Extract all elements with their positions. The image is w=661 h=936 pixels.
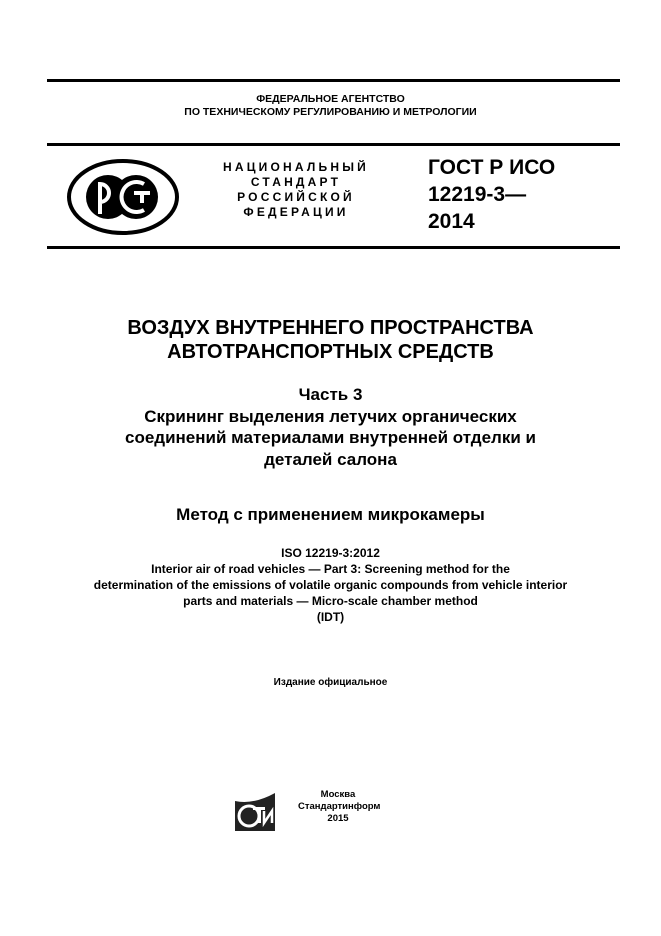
standard-number <box>428 154 555 235</box>
part-line: Часть 3 <box>298 385 363 404</box>
iso-reference <box>0 545 661 625</box>
part-line: деталей салона <box>264 449 397 469</box>
national-line: ФЕДЕРАЦИИ <box>243 205 349 219</box>
gost-line: 12219-3— <box>428 183 527 206</box>
national-line: НАЦИОНАЛЬНЫЙ <box>222 160 370 174</box>
publisher-name: Стандартинформ <box>298 801 381 812</box>
agency-line: ПО ТЕХНИЧЕСКОМУ РЕГУЛИРОВАНИЮ И МЕТРОЛОГИИ <box>184 106 477 118</box>
header-bottom-rule <box>47 246 620 249</box>
part-title <box>0 384 661 470</box>
national-standard-label <box>196 160 396 220</box>
publisher-info <box>298 789 381 825</box>
iso-line: Interior air of road vehicles — Part 3: Screening method for the <box>151 562 510 576</box>
top-rule <box>47 79 620 82</box>
title-line: ВОЗДУХ ВНУТРЕННЕГО ПРОСТРАНСТВА <box>127 317 534 339</box>
gost-line: ГОСТ Р ИСО <box>428 156 556 179</box>
gost-r-logo-icon <box>66 158 180 236</box>
iso-line: (IDT) <box>316 610 345 624</box>
header-rule <box>47 143 620 146</box>
gost-line: 2014 <box>428 210 475 233</box>
agency-line: ФЕДЕРАЛЬНОЕ АГЕНТСТВО <box>256 93 405 105</box>
document-title <box>0 316 661 364</box>
iso-line: ISO 12219-3:2012 <box>281 546 380 560</box>
part-line: Скрининг выделения летучих органических <box>144 406 517 426</box>
official-edition-label: Издание официальное <box>273 677 388 688</box>
agency-name <box>0 93 661 119</box>
method-title: Метод с применением микрокамеры <box>176 505 485 524</box>
iso-line: determination of the emissions of volatile organic compounds from vehicle interior <box>93 578 568 592</box>
publication-year: 2015 <box>327 813 349 824</box>
iso-line: parts and materials — Micro-scale chamber method <box>183 594 478 608</box>
national-line: РОССИЙСКОЙ <box>237 190 355 204</box>
publisher-city: Москва <box>320 789 356 800</box>
national-line: СТАНДАРТ <box>250 175 342 189</box>
title-line: АВТОТРАНСПОРТНЫХ СРЕДСТВ <box>167 341 494 363</box>
standartinform-logo-icon <box>233 791 277 833</box>
part-line: соединений материалами внутренней отделки и <box>125 428 536 447</box>
